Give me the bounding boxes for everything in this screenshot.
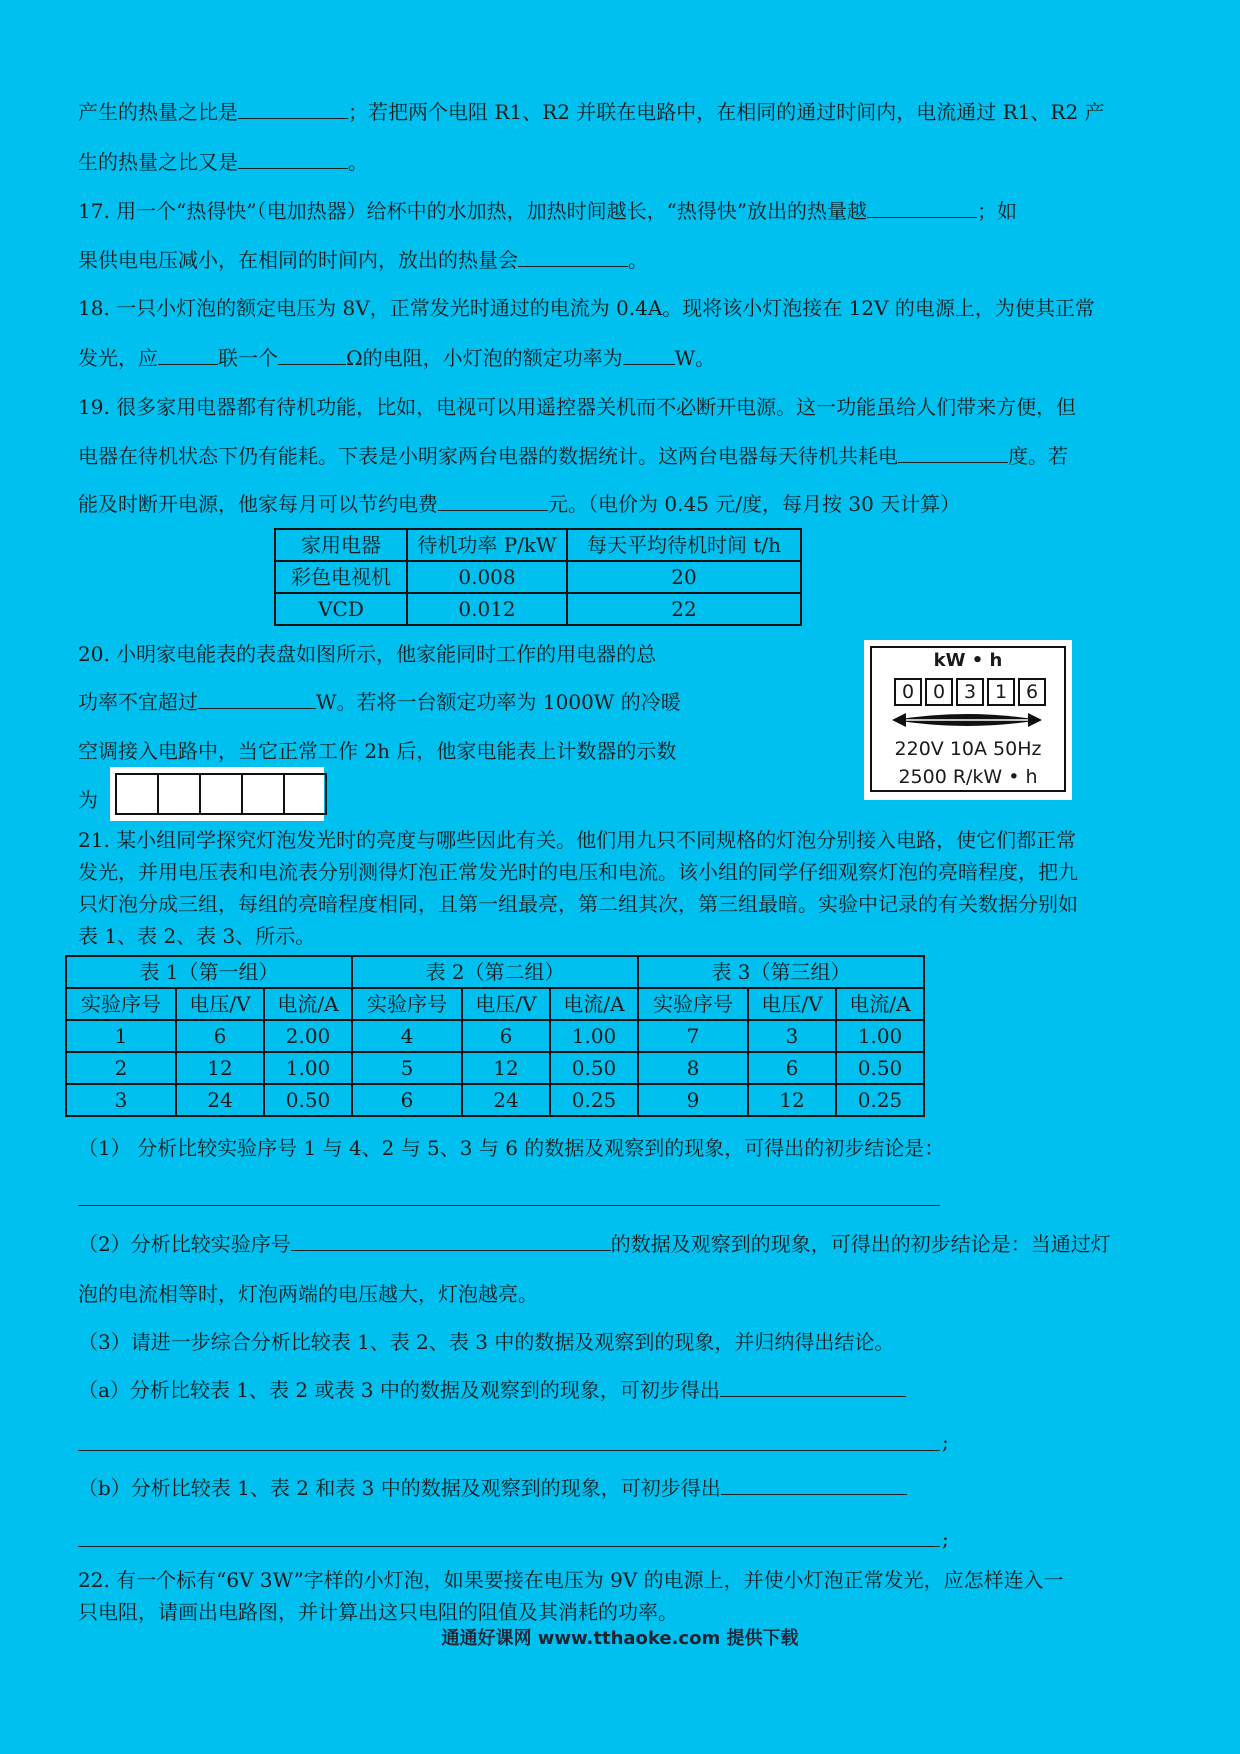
answer-blank[interactable] [518,246,628,267]
q16-line-2: 生的热量之比又是 。 [78,150,368,174]
meter-answer-box [110,767,324,821]
lamp-data-table [65,955,925,1117]
answer-digit-cell[interactable] [243,775,285,813]
answer-blank[interactable] [720,1376,906,1397]
answer-line[interactable] [78,1450,940,1451]
meter-unit: kW • h [933,650,1003,671]
q20-line-1: 20. 小明家电能表的表盘如图所示，他家能同时工作的用电器的总 [78,642,657,666]
q20-line-3: 空调接入电路中，当它正常工作 2h 后，他家电能表上计数器的示数 [78,739,677,763]
meter-answer-cells [115,773,327,815]
q19-line-2: 电器在待机状态下仍有能耗。下表是小明家两台电器的数据统计。这两台电器每天待机共耗电 度。若 [78,444,1068,468]
answer-blank[interactable] [291,1230,611,1251]
q21-part-a: （a）分析比较表 1、表 2 或表 3 中的数据及观察到的现象，可初步得出 [78,1376,906,1404]
table-group-row: 表 1（第一组） 表 2（第二组） 表 3（第三组） [66,956,924,988]
meter-digit: 0 [894,678,922,706]
answer-blank[interactable] [238,148,348,169]
q22-line-1: 22. 有一个标有“6V 3W”字样的小灯泡，如果要接在电压为 9V 的电源上，并使小灯泡正常发光，应怎样连入一 [78,1568,1064,1592]
table-header-row: 家用电器 待机功率 P/kW 每天平均待机时间 t/h [275,529,801,561]
meter-digit: 3 [956,678,984,706]
q21-line-4: 表 1、表 2、表 3、所示。 [78,924,316,948]
answer-digit-cell[interactable] [159,775,201,813]
semicolon: ; [942,1527,949,1551]
q18-line-2: 发光，应 联一个 Ω的电阻，小灯泡的额定功率为 W。 [78,346,716,370]
q17-line-2: 果供电电压减小，在相同的时间内，放出的热量会 。 [78,248,648,272]
table-row: VCD 0.012 22 [275,593,801,625]
answer-line[interactable] [78,1546,940,1547]
meter-digit: 1 [987,678,1015,706]
answer-blank[interactable] [438,490,548,511]
meter-frame [870,646,1066,792]
q20-line-4: 为 [78,788,98,812]
answer-digit-cell[interactable] [201,775,243,813]
q18-line-1: 18. 一只小灯泡的额定电压为 8V，正常发光时通过的电流为 0.4A。现将该小灯泡接在 12V 的电源上，为使其正常 [78,296,1095,320]
meter-spec-rating: 220V 10A 50Hz [894,738,1042,760]
table-row: 3 24 0.50 6 24 0.25 9 12 0.25 [66,1084,924,1116]
meter-digits [894,678,1049,706]
q17-line-1: 17. 用一个“热得快”（电加热器）给杯中的水加热，加热时间越长，“热得快”放出的热量越 ；如 [78,199,1018,223]
energy-meter-dial [864,640,1072,800]
meter-digit: 6 [1018,678,1046,706]
table-row: 彩色电视机 0.008 20 [275,561,801,593]
q20-line-2: 功率不宜超过 W。若将一台额定功率为 1000W 的冷暖 [78,690,681,714]
q21-line-3: 只灯泡分成三组，每组的亮暗程度相同，且第一组最亮，第二组其次，第三组最暗。实验中记录的有关数据分别如 [78,892,1078,916]
q21-part-2: （2）分析比较实验序号 的数据及观察到的现象，可得出的初步结论是：当通过灯 [78,1232,1111,1256]
meter-spec-revolutions: 2500 R/kW • h [898,766,1038,788]
q19-line-3: 能及时断开电源，他家每月可以节约电费 元。（电价为 0.45 元/度，每月按 30 天计算） [78,492,961,516]
answer-blank[interactable] [867,197,977,218]
table-header-row: 实验序号 电压/V 电流/A 实验序号 电压/V 电流/A 实验序号 电压/V 电流/A [66,988,924,1020]
footer-watermark: 通通好课网 www.tthaoke.com 提供下载 [441,1628,799,1649]
q21-part-3: （3）请进一步综合分析比较表 1、表 2、表 3 中的数据及观察到的现象，并归纳得出结论。 [78,1330,895,1354]
answer-blank[interactable] [721,1474,907,1495]
q16-line-1: 产生的热量之比是 ；若把两个电阻 R1、R2 并联在电路中，在相同的通过时间内，电流通过 R1、R2 产 [78,100,1105,124]
answer-blank[interactable] [278,344,346,365]
answer-blank[interactable] [158,344,218,365]
q21-part-1: （1） 分析比较实验序号 1 与 4、2 与 5、3 与 6 的数据及观察到的现象，可得出的初步结论是： [78,1136,945,1160]
q19-line-1: 19. 很多家用电器都有待机功能，比如，电视可以用遥控器关机而不必断开电源。这一功能虽给人们带来方便，但 [78,395,1077,419]
q22-line-2: 只电阻，请画出电路图，并计算出这只电阻的阻值及其消耗的功率。 [78,1600,678,1624]
table-row: 2 12 1.00 5 12 0.50 8 6 0.50 [66,1052,924,1084]
answer-blank[interactable] [898,442,1008,463]
q21-line-1: 21. 某小组同学探究灯泡发光时的亮度与哪些因此有关。他们用九只不同规格的灯泡分别接入电路，使它们都正常 [78,828,1077,852]
appliance-standby-table [274,528,802,626]
answer-digit-cell[interactable] [285,775,325,813]
answer-blank[interactable] [198,688,316,709]
q21-line-2: 发光，并用电压表和电流表分别测得灯泡正常发光时的电压和电流。该小组的同学仔细观察灯泡的亮暗程度，把九 [78,860,1078,884]
answer-digit-cell[interactable] [117,775,159,813]
q21-part-b: （b）分析比较表 1、表 2 和表 3 中的数据及观察到的现象，可初步得出 [78,1474,907,1502]
table-row: 1 6 2.00 4 6 1.00 7 3 1.00 [66,1020,924,1052]
answer-line[interactable] [78,1205,940,1206]
answer-blank[interactable] [623,344,675,365]
answer-blank[interactable] [238,98,348,119]
meter-disc-arrow-icon [892,710,1042,730]
q21-part-2-cont: 泡的电流相等时，灯泡两端的电压越大，灯泡越亮。 [78,1282,538,1306]
meter-digit: 0 [925,678,953,706]
semicolon: ; [942,1430,949,1454]
